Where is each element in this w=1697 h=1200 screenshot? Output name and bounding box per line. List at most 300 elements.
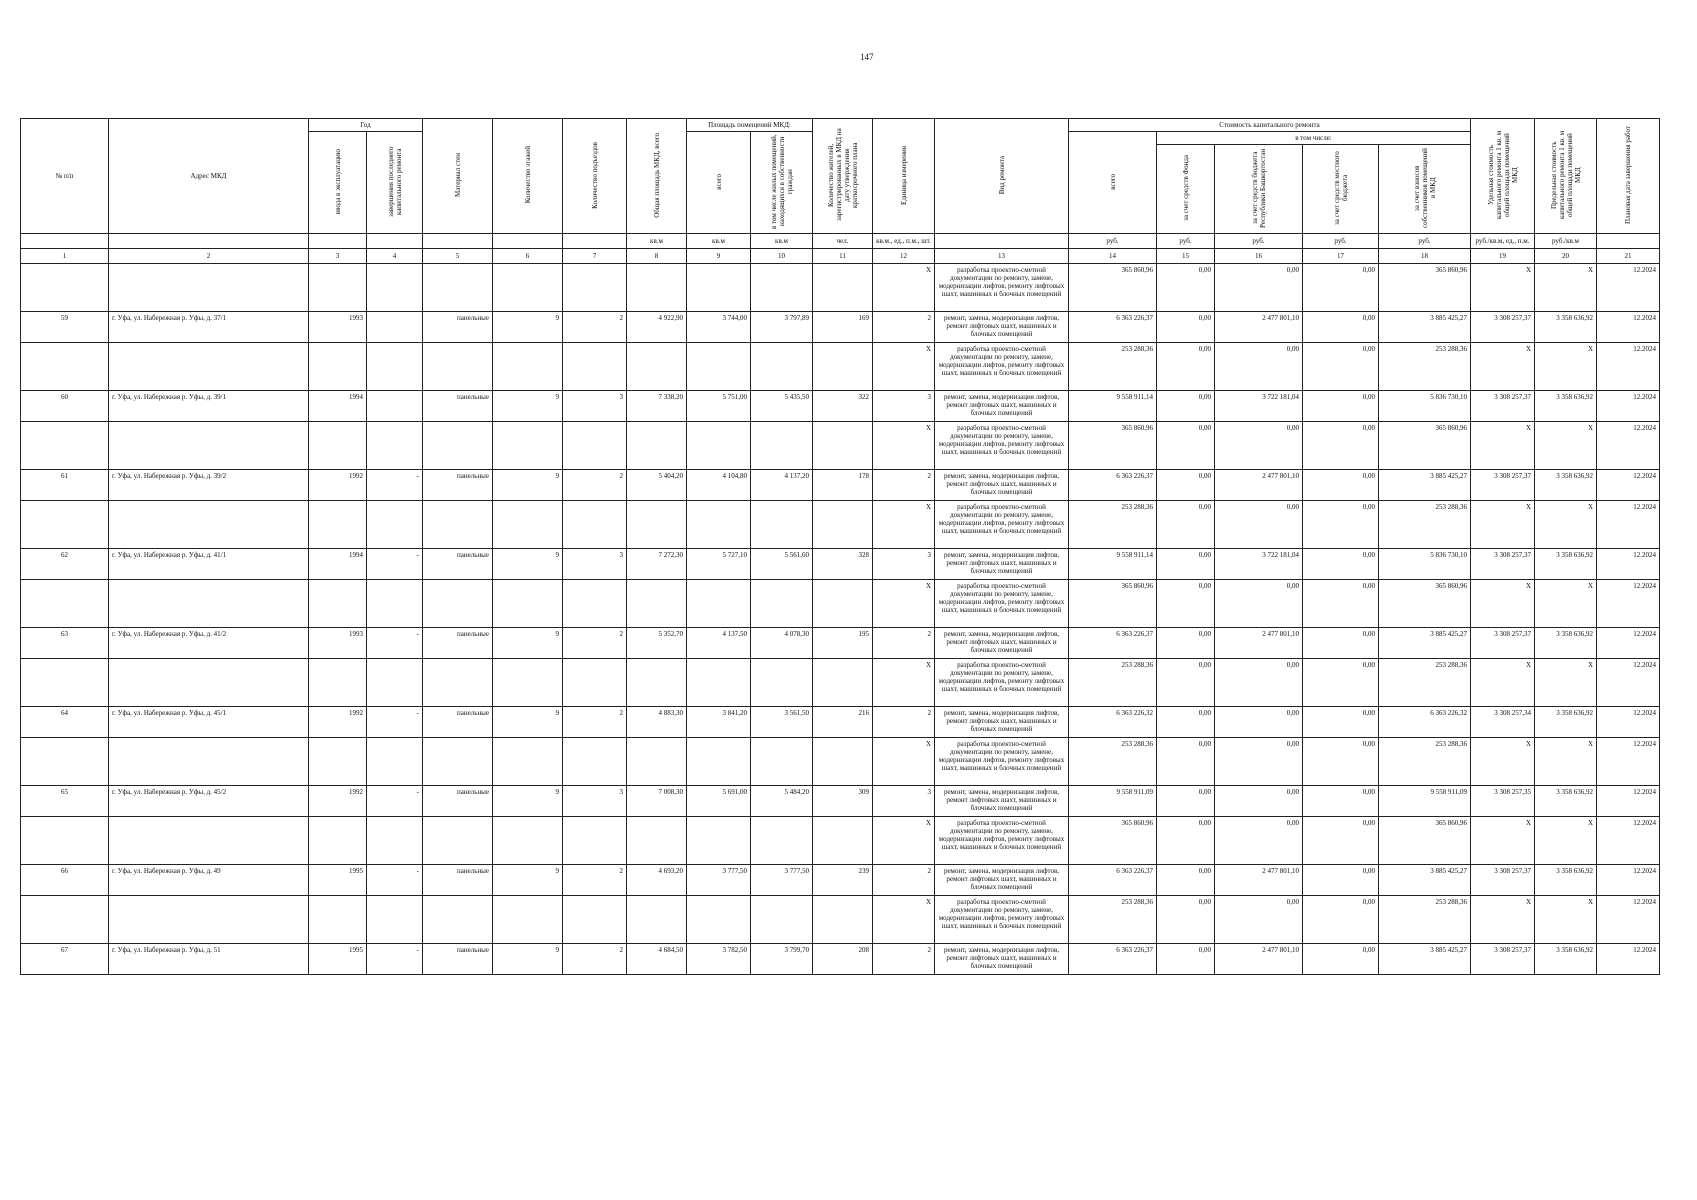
wall-material-cell xyxy=(423,343,493,391)
table-header xyxy=(21,119,1660,264)
floors-cell: 9 xyxy=(493,470,563,501)
row-number: 67 xyxy=(21,944,109,975)
premises-paying-cell: 3 777,50 xyxy=(751,865,813,896)
row-number xyxy=(21,817,109,865)
fund-cell: 0,00 xyxy=(1157,896,1215,944)
limit-cost-cell: 3 358 636,92 xyxy=(1535,470,1597,501)
header-residents: Количество жителей, зарегистрированных в МКД на дату утверждения краткосрочного плана xyxy=(813,119,873,234)
owners-cell: 3 885 425,27 xyxy=(1379,865,1471,896)
republic-cell: 0,00 xyxy=(1215,422,1303,470)
premises-paying-cell: 4 137,20 xyxy=(751,470,813,501)
premises-paying-cell: 5 561,60 xyxy=(751,549,813,580)
entrances-cell xyxy=(563,343,627,391)
premises-total-cell xyxy=(687,343,751,391)
col-number: 10 xyxy=(751,249,813,264)
total-area-cell xyxy=(627,817,687,865)
unit-cell: X xyxy=(873,501,935,549)
year-commission-cell xyxy=(309,580,367,628)
cost-total-cell: 365 860,96 xyxy=(1069,264,1157,312)
owners-cell: 253 288,36 xyxy=(1379,659,1471,707)
work-type-cell: разработка проектно-сметной документации по ремонту, замене, модернизации лифтов, ремонту лифтовых шахт, машинных и блочных помещений xyxy=(935,343,1069,391)
premises-paying-cell xyxy=(751,817,813,865)
year-last-repair-cell xyxy=(367,580,423,628)
unit-cell: X xyxy=(873,896,935,944)
entrances-cell xyxy=(563,659,627,707)
header-work-type: Вид ремонта xyxy=(935,119,1069,234)
republic-cell: 0,00 xyxy=(1215,738,1303,786)
work-type-cell: ремонт, замена, модернизация лифтов, ремонт лифтовых шахт, машинных и блочных помещений xyxy=(935,628,1069,659)
unit-cell: кв.м., ед., п.м., шт. xyxy=(873,234,935,249)
unit-cost-cell: X xyxy=(1471,264,1535,312)
premises-paying-cell: 5 435,50 xyxy=(751,391,813,422)
republic-cell: 2 477 801,10 xyxy=(1215,865,1303,896)
owners-cell: 3 885 425,27 xyxy=(1379,944,1471,975)
year-last-repair-cell: - xyxy=(367,707,423,738)
planned-date-cell: 12.2024 xyxy=(1597,312,1660,343)
unit-cell: 3 xyxy=(873,549,935,580)
unit-cost-cell: X xyxy=(1471,896,1535,944)
wall-material-cell xyxy=(423,422,493,470)
header-num: № п/п xyxy=(21,119,109,234)
col-number: 4 xyxy=(367,249,423,264)
local-cell: 0,00 xyxy=(1303,391,1379,422)
year-commission-cell: 1993 xyxy=(309,628,367,659)
fund-cell: 0,00 xyxy=(1157,391,1215,422)
unit-cell: чел. xyxy=(813,234,873,249)
header-year-commission: ввода в эксплуатацию xyxy=(309,132,367,234)
unit-cost-cell: X xyxy=(1471,738,1535,786)
premises-total-cell xyxy=(687,896,751,944)
year-commission-cell: 1993 xyxy=(309,312,367,343)
unit-cost-cell: X xyxy=(1471,817,1535,865)
cost-total-cell: 6 363 226,32 xyxy=(1069,707,1157,738)
header-entrances: Количество подъездов xyxy=(563,119,627,234)
premises-total-cell: 4 104,80 xyxy=(687,470,751,501)
col-number: 21 xyxy=(1597,249,1660,264)
total-area-cell: 4 883,30 xyxy=(627,707,687,738)
planned-date-cell: 12.2024 xyxy=(1597,470,1660,501)
fund-cell: 0,00 xyxy=(1157,580,1215,628)
premises-paying-cell xyxy=(751,738,813,786)
wall-material-cell: панельные xyxy=(423,707,493,738)
residents-cell xyxy=(813,580,873,628)
unit-cell: руб./кв.м xyxy=(1535,234,1597,249)
fund-cell: 0,00 xyxy=(1157,343,1215,391)
residents-cell: 169 xyxy=(813,312,873,343)
col-number: 15 xyxy=(1157,249,1215,264)
residents-cell xyxy=(813,659,873,707)
header-cost-total: всего xyxy=(1069,132,1157,234)
unit-cell: X xyxy=(873,422,935,470)
planned-date-cell: 12.2024 xyxy=(1597,786,1660,817)
limit-cost-cell: 3 358 636,92 xyxy=(1535,944,1597,975)
col-number: 11 xyxy=(813,249,873,264)
row-number: 61 xyxy=(21,470,109,501)
entrances-cell: 3 xyxy=(563,391,627,422)
residents-cell: 195 xyxy=(813,628,873,659)
year-last-repair-cell: - xyxy=(367,549,423,580)
cost-total-cell: 9 558 911,14 xyxy=(1069,391,1157,422)
year-commission-cell xyxy=(309,659,367,707)
local-cell: 0,00 xyxy=(1303,422,1379,470)
cost-total-cell: 9 558 911,09 xyxy=(1069,786,1157,817)
address-cell: г. Уфа, ул. Набережная р. Уфы, д. 39/2 xyxy=(109,470,309,501)
unit-cell: X xyxy=(873,580,935,628)
address-cell xyxy=(109,659,309,707)
total-area-cell: 5 404,20 xyxy=(627,470,687,501)
republic-cell: 0,00 xyxy=(1215,501,1303,549)
floors-cell: 9 xyxy=(493,865,563,896)
premises-total-cell: 3 777,50 xyxy=(687,865,751,896)
limit-cost-cell: X xyxy=(1535,659,1597,707)
address-cell xyxy=(109,343,309,391)
year-last-repair-cell xyxy=(367,264,423,312)
work-type-cell: разработка проектно-сметной документации по ремонту, замене, модернизации лифтов, ремонту лифтовых шахт, машинных и блочных помещений xyxy=(935,264,1069,312)
cost-total-cell: 6 363 226,37 xyxy=(1069,470,1157,501)
year-commission-cell xyxy=(309,422,367,470)
planned-date-cell: 12.2024 xyxy=(1597,391,1660,422)
cost-total-cell: 6 363 226,37 xyxy=(1069,312,1157,343)
premises-paying-cell xyxy=(751,343,813,391)
table-row xyxy=(21,580,1660,628)
work-type-cell: ремонт, замена, модернизация лифтов, ремонт лифтовых шахт, машинных и блочных помещений xyxy=(935,865,1069,896)
unit-cell: 2 xyxy=(873,628,935,659)
address-cell xyxy=(109,738,309,786)
table-row xyxy=(21,707,1660,738)
local-cell: 0,00 xyxy=(1303,343,1379,391)
limit-cost-cell: 3 358 636,92 xyxy=(1535,786,1597,817)
wall-material-cell: панельные xyxy=(423,628,493,659)
cost-total-cell: 6 363 226,37 xyxy=(1069,944,1157,975)
entrances-cell xyxy=(563,501,627,549)
address-cell xyxy=(109,817,309,865)
total-area-cell xyxy=(627,264,687,312)
col-number: 19 xyxy=(1471,249,1535,264)
entrances-cell xyxy=(563,422,627,470)
planned-date-cell: 12.2024 xyxy=(1597,628,1660,659)
year-commission-cell: 1995 xyxy=(309,865,367,896)
limit-cost-cell: X xyxy=(1535,817,1597,865)
year-last-repair-cell xyxy=(367,738,423,786)
residents-cell: 216 xyxy=(813,707,873,738)
republic-cell: 0,00 xyxy=(1215,817,1303,865)
wall-material-cell: панельные xyxy=(423,312,493,343)
row-number: 62 xyxy=(21,549,109,580)
residents-cell xyxy=(813,501,873,549)
unit-cell: X xyxy=(873,659,935,707)
fund-cell: 0,00 xyxy=(1157,707,1215,738)
header-premises-paying: в том числе жилых помещений, находящихся в собственности граждан xyxy=(751,132,813,234)
year-commission-cell xyxy=(309,501,367,549)
wall-material-cell xyxy=(423,738,493,786)
year-last-repair-cell xyxy=(367,817,423,865)
work-type-cell: разработка проектно-сметной документации по ремонту, замене, модернизации лифтов, ремонту лифтовых шахт, машинных и блочных помещений xyxy=(935,501,1069,549)
unit-cost-cell: 3 308 257,37 xyxy=(1471,628,1535,659)
fund-cell: 0,00 xyxy=(1157,312,1215,343)
row-number: 59 xyxy=(21,312,109,343)
owners-cell: 253 288,36 xyxy=(1379,501,1471,549)
year-last-repair-cell xyxy=(367,659,423,707)
limit-cost-cell: 3 358 636,92 xyxy=(1535,549,1597,580)
premises-paying-cell xyxy=(751,659,813,707)
premises-paying-cell: 3 561,50 xyxy=(751,707,813,738)
fund-cell: 0,00 xyxy=(1157,659,1215,707)
work-type-cell: разработка проектно-сметной документации по ремонту, замене, модернизации лифтов, ремонту лифтовых шахт, машинных и блочных помещений xyxy=(935,659,1069,707)
total-area-cell xyxy=(627,580,687,628)
unit-cost-cell: 3 308 257,34 xyxy=(1471,707,1535,738)
entrances-cell xyxy=(563,738,627,786)
unit-cost-cell: 3 308 257,37 xyxy=(1471,391,1535,422)
premises-total-cell xyxy=(687,264,751,312)
col-number: 18 xyxy=(1379,249,1471,264)
fund-cell: 0,00 xyxy=(1157,786,1215,817)
premises-total-cell: 5 691,00 xyxy=(687,786,751,817)
year-commission-cell xyxy=(309,738,367,786)
entrances-cell: 2 xyxy=(563,312,627,343)
wall-material-cell: панельные xyxy=(423,944,493,975)
header-premises-total: всего xyxy=(687,132,751,234)
header-republic: за счет средств бюджета Республики Башкортостан xyxy=(1215,145,1303,234)
entrances-cell xyxy=(563,580,627,628)
header-wall-material: Материал стен xyxy=(423,119,493,234)
unit-cell: руб./кв.м, ед., п.м. xyxy=(1471,234,1535,249)
col-number: 2 xyxy=(109,249,309,264)
wall-material-cell xyxy=(423,817,493,865)
premises-total-cell: 5 751,00 xyxy=(687,391,751,422)
entrances-cell: 2 xyxy=(563,707,627,738)
local-cell: 0,00 xyxy=(1303,896,1379,944)
table-row xyxy=(21,659,1660,707)
table-row xyxy=(21,628,1660,659)
floors-cell: 9 xyxy=(493,312,563,343)
header-premises-group: Площадь помещений МКД: xyxy=(687,119,813,132)
year-last-repair-cell: - xyxy=(367,786,423,817)
owners-cell: 6 363 226,32 xyxy=(1379,707,1471,738)
header-owners: за счет взносов собственников помещений в МКД xyxy=(1379,145,1471,234)
residents-cell: 178 xyxy=(813,470,873,501)
entrances-cell: 2 xyxy=(563,470,627,501)
premises-paying-cell xyxy=(751,264,813,312)
wall-material-cell: панельные xyxy=(423,786,493,817)
header-address: Адрес МКД xyxy=(109,119,309,234)
residents-cell: 239 xyxy=(813,865,873,896)
cost-total-cell: 253 288,36 xyxy=(1069,343,1157,391)
wall-material-cell: панельные xyxy=(423,549,493,580)
local-cell: 0,00 xyxy=(1303,865,1379,896)
planned-date-cell: 12.2024 xyxy=(1597,896,1660,944)
republic-cell: 2 477 801,10 xyxy=(1215,628,1303,659)
cost-total-cell: 253 288,36 xyxy=(1069,659,1157,707)
cost-total-cell: 365 860,96 xyxy=(1069,422,1157,470)
cost-total-cell: 365 860,96 xyxy=(1069,580,1157,628)
year-commission-cell xyxy=(309,264,367,312)
wall-material-cell xyxy=(423,264,493,312)
residents-cell: 309 xyxy=(813,786,873,817)
limit-cost-cell: 3 358 636,92 xyxy=(1535,312,1597,343)
col-number: 1 xyxy=(21,249,109,264)
unit-cell: 2 xyxy=(873,944,935,975)
local-cell: 0,00 xyxy=(1303,628,1379,659)
fund-cell: 0,00 xyxy=(1157,264,1215,312)
col-number: 12 xyxy=(873,249,935,264)
residents-cell xyxy=(813,896,873,944)
unit-cost-cell: 3 308 257,37 xyxy=(1471,470,1535,501)
table-row xyxy=(21,738,1660,786)
cost-total-cell: 6 363 226,37 xyxy=(1069,628,1157,659)
owners-cell: 5 836 730,10 xyxy=(1379,549,1471,580)
year-last-repair-cell xyxy=(367,896,423,944)
fund-cell: 0,00 xyxy=(1157,470,1215,501)
residents-cell xyxy=(813,817,873,865)
floors-cell xyxy=(493,896,563,944)
residents-cell xyxy=(813,738,873,786)
row-number: 64 xyxy=(21,707,109,738)
fund-cell: 0,00 xyxy=(1157,865,1215,896)
local-cell: 0,00 xyxy=(1303,312,1379,343)
limit-cost-cell: X xyxy=(1535,343,1597,391)
local-cell: 0,00 xyxy=(1303,264,1379,312)
address-cell: г. Уфа, ул. Набережная р. Уфы, д. 45/2 xyxy=(109,786,309,817)
unit-cell: X xyxy=(873,817,935,865)
row-number xyxy=(21,896,109,944)
unit-cell: 3 xyxy=(873,786,935,817)
entrances-cell: 3 xyxy=(563,549,627,580)
wall-material-cell xyxy=(423,580,493,628)
floors-cell xyxy=(493,264,563,312)
table-row xyxy=(21,312,1660,343)
premises-paying-cell: 3 799,70 xyxy=(751,944,813,975)
total-area-cell: 4 684,50 xyxy=(627,944,687,975)
residents-cell xyxy=(813,264,873,312)
row-number xyxy=(21,343,109,391)
fund-cell: 0,00 xyxy=(1157,817,1215,865)
header-cost-group: Стоимость капитального ремонта xyxy=(1069,119,1471,132)
planned-date-cell: 12.2024 xyxy=(1597,944,1660,975)
unit-cost-cell: X xyxy=(1471,501,1535,549)
planned-date-cell: 12.2024 xyxy=(1597,580,1660,628)
entrances-cell xyxy=(563,817,627,865)
republic-cell: 0,00 xyxy=(1215,580,1303,628)
year-commission-cell: 1994 xyxy=(309,549,367,580)
row-number xyxy=(21,264,109,312)
header-unit: Единица измерения xyxy=(873,119,935,234)
unit-cell: руб. xyxy=(1379,234,1471,249)
work-type-cell: ремонт, замена, модернизация лифтов, ремонт лифтовых шахт, машинных и блочных помещений xyxy=(935,786,1069,817)
row-number xyxy=(21,738,109,786)
unit-cost-cell: X xyxy=(1471,659,1535,707)
year-commission-cell: 1994 xyxy=(309,391,367,422)
entrances-cell xyxy=(563,896,627,944)
unit-cost-cell: X xyxy=(1471,343,1535,391)
work-type-cell: ремонт, замена, модернизация лифтов, ремонт лифтовых шахт, машинных и блочных помещений xyxy=(935,312,1069,343)
col-number: 13 xyxy=(935,249,1069,264)
row-number: 60 xyxy=(21,391,109,422)
year-last-repair-cell: - xyxy=(367,470,423,501)
address-cell: г. Уфа, ул. Набережная р. Уфы, д. 37/1 xyxy=(109,312,309,343)
unit-cell: руб. xyxy=(1215,234,1303,249)
planned-date-cell: 12.2024 xyxy=(1597,659,1660,707)
premises-paying-cell xyxy=(751,580,813,628)
year-commission-cell xyxy=(309,343,367,391)
table-row xyxy=(21,422,1660,470)
floors-cell xyxy=(493,659,563,707)
limit-cost-cell: X xyxy=(1535,264,1597,312)
unit-cost-cell: 3 308 257,37 xyxy=(1471,944,1535,975)
table-row xyxy=(21,896,1660,944)
premises-paying-cell xyxy=(751,896,813,944)
work-type-cell: разработка проектно-сметной документации по ремонту, замене, модернизации лифтов, ремонту лифтовых шахт, машинных и блочных помещений xyxy=(935,738,1069,786)
year-last-repair-cell: - xyxy=(367,944,423,975)
republic-cell: 2 477 801,10 xyxy=(1215,312,1303,343)
year-commission-cell xyxy=(309,817,367,865)
residents-cell: 208 xyxy=(813,944,873,975)
wall-material-cell: панельные xyxy=(423,391,493,422)
address-cell: г. Уфа, ул. Набережная р. Уфы, д. 49 xyxy=(109,865,309,896)
owners-cell: 365 860,96 xyxy=(1379,422,1471,470)
unit-cost-cell: 3 308 257,37 xyxy=(1471,312,1535,343)
owners-cell: 365 860,96 xyxy=(1379,264,1471,312)
fund-cell: 0,00 xyxy=(1157,501,1215,549)
units-row xyxy=(21,234,1660,249)
local-cell: 0,00 xyxy=(1303,786,1379,817)
address-cell xyxy=(109,264,309,312)
local-cell: 0,00 xyxy=(1303,501,1379,549)
entrances-cell: 2 xyxy=(563,628,627,659)
header-local: за счет средств местного бюджета xyxy=(1303,145,1379,234)
fund-cell: 0,00 xyxy=(1157,422,1215,470)
wall-material-cell: панельные xyxy=(423,470,493,501)
cost-total-cell: 6 363 226,37 xyxy=(1069,865,1157,896)
row-number xyxy=(21,422,109,470)
unit-cell: 2 xyxy=(873,470,935,501)
local-cell: 0,00 xyxy=(1303,707,1379,738)
residents-cell: 328 xyxy=(813,549,873,580)
unit-cell: руб. xyxy=(1069,234,1157,249)
republic-cell: 0,00 xyxy=(1215,896,1303,944)
unit-cell: 2 xyxy=(873,312,935,343)
address-cell: г. Уфа, ул. Набережная р. Уфы, д. 51 xyxy=(109,944,309,975)
row-number: 66 xyxy=(21,865,109,896)
floors-cell: 9 xyxy=(493,786,563,817)
col-number: 6 xyxy=(493,249,563,264)
republic-cell: 3 722 181,04 xyxy=(1215,391,1303,422)
address-cell xyxy=(109,422,309,470)
planned-date-cell: 12.2024 xyxy=(1597,501,1660,549)
limit-cost-cell: X xyxy=(1535,580,1597,628)
unit-cost-cell: X xyxy=(1471,580,1535,628)
republic-cell: 0,00 xyxy=(1215,659,1303,707)
header-fund: за счет средств Фонда xyxy=(1157,145,1215,234)
unit-cell: кв.м xyxy=(627,234,687,249)
planned-date-cell: 12.2024 xyxy=(1597,738,1660,786)
republic-cell: 0,00 xyxy=(1215,707,1303,738)
wall-material-cell xyxy=(423,896,493,944)
unit-cell: руб. xyxy=(1157,234,1215,249)
cost-total-cell: 253 288,36 xyxy=(1069,896,1157,944)
floors-cell: 9 xyxy=(493,628,563,659)
planned-date-cell: 12.2024 xyxy=(1597,817,1660,865)
wall-material-cell xyxy=(423,501,493,549)
total-area-cell: 7 272,30 xyxy=(627,549,687,580)
owners-cell: 3 885 425,27 xyxy=(1379,628,1471,659)
work-type-cell: ремонт, замена, модернизация лифтов, ремонт лифтовых шахт, машинных и блочных помещений xyxy=(935,391,1069,422)
year-commission-cell: 1995 xyxy=(309,944,367,975)
year-last-repair-cell xyxy=(367,501,423,549)
table-row xyxy=(21,391,1660,422)
wall-material-cell: панельные xyxy=(423,865,493,896)
total-area-cell: 7 338,20 xyxy=(627,391,687,422)
entrances-cell xyxy=(563,264,627,312)
